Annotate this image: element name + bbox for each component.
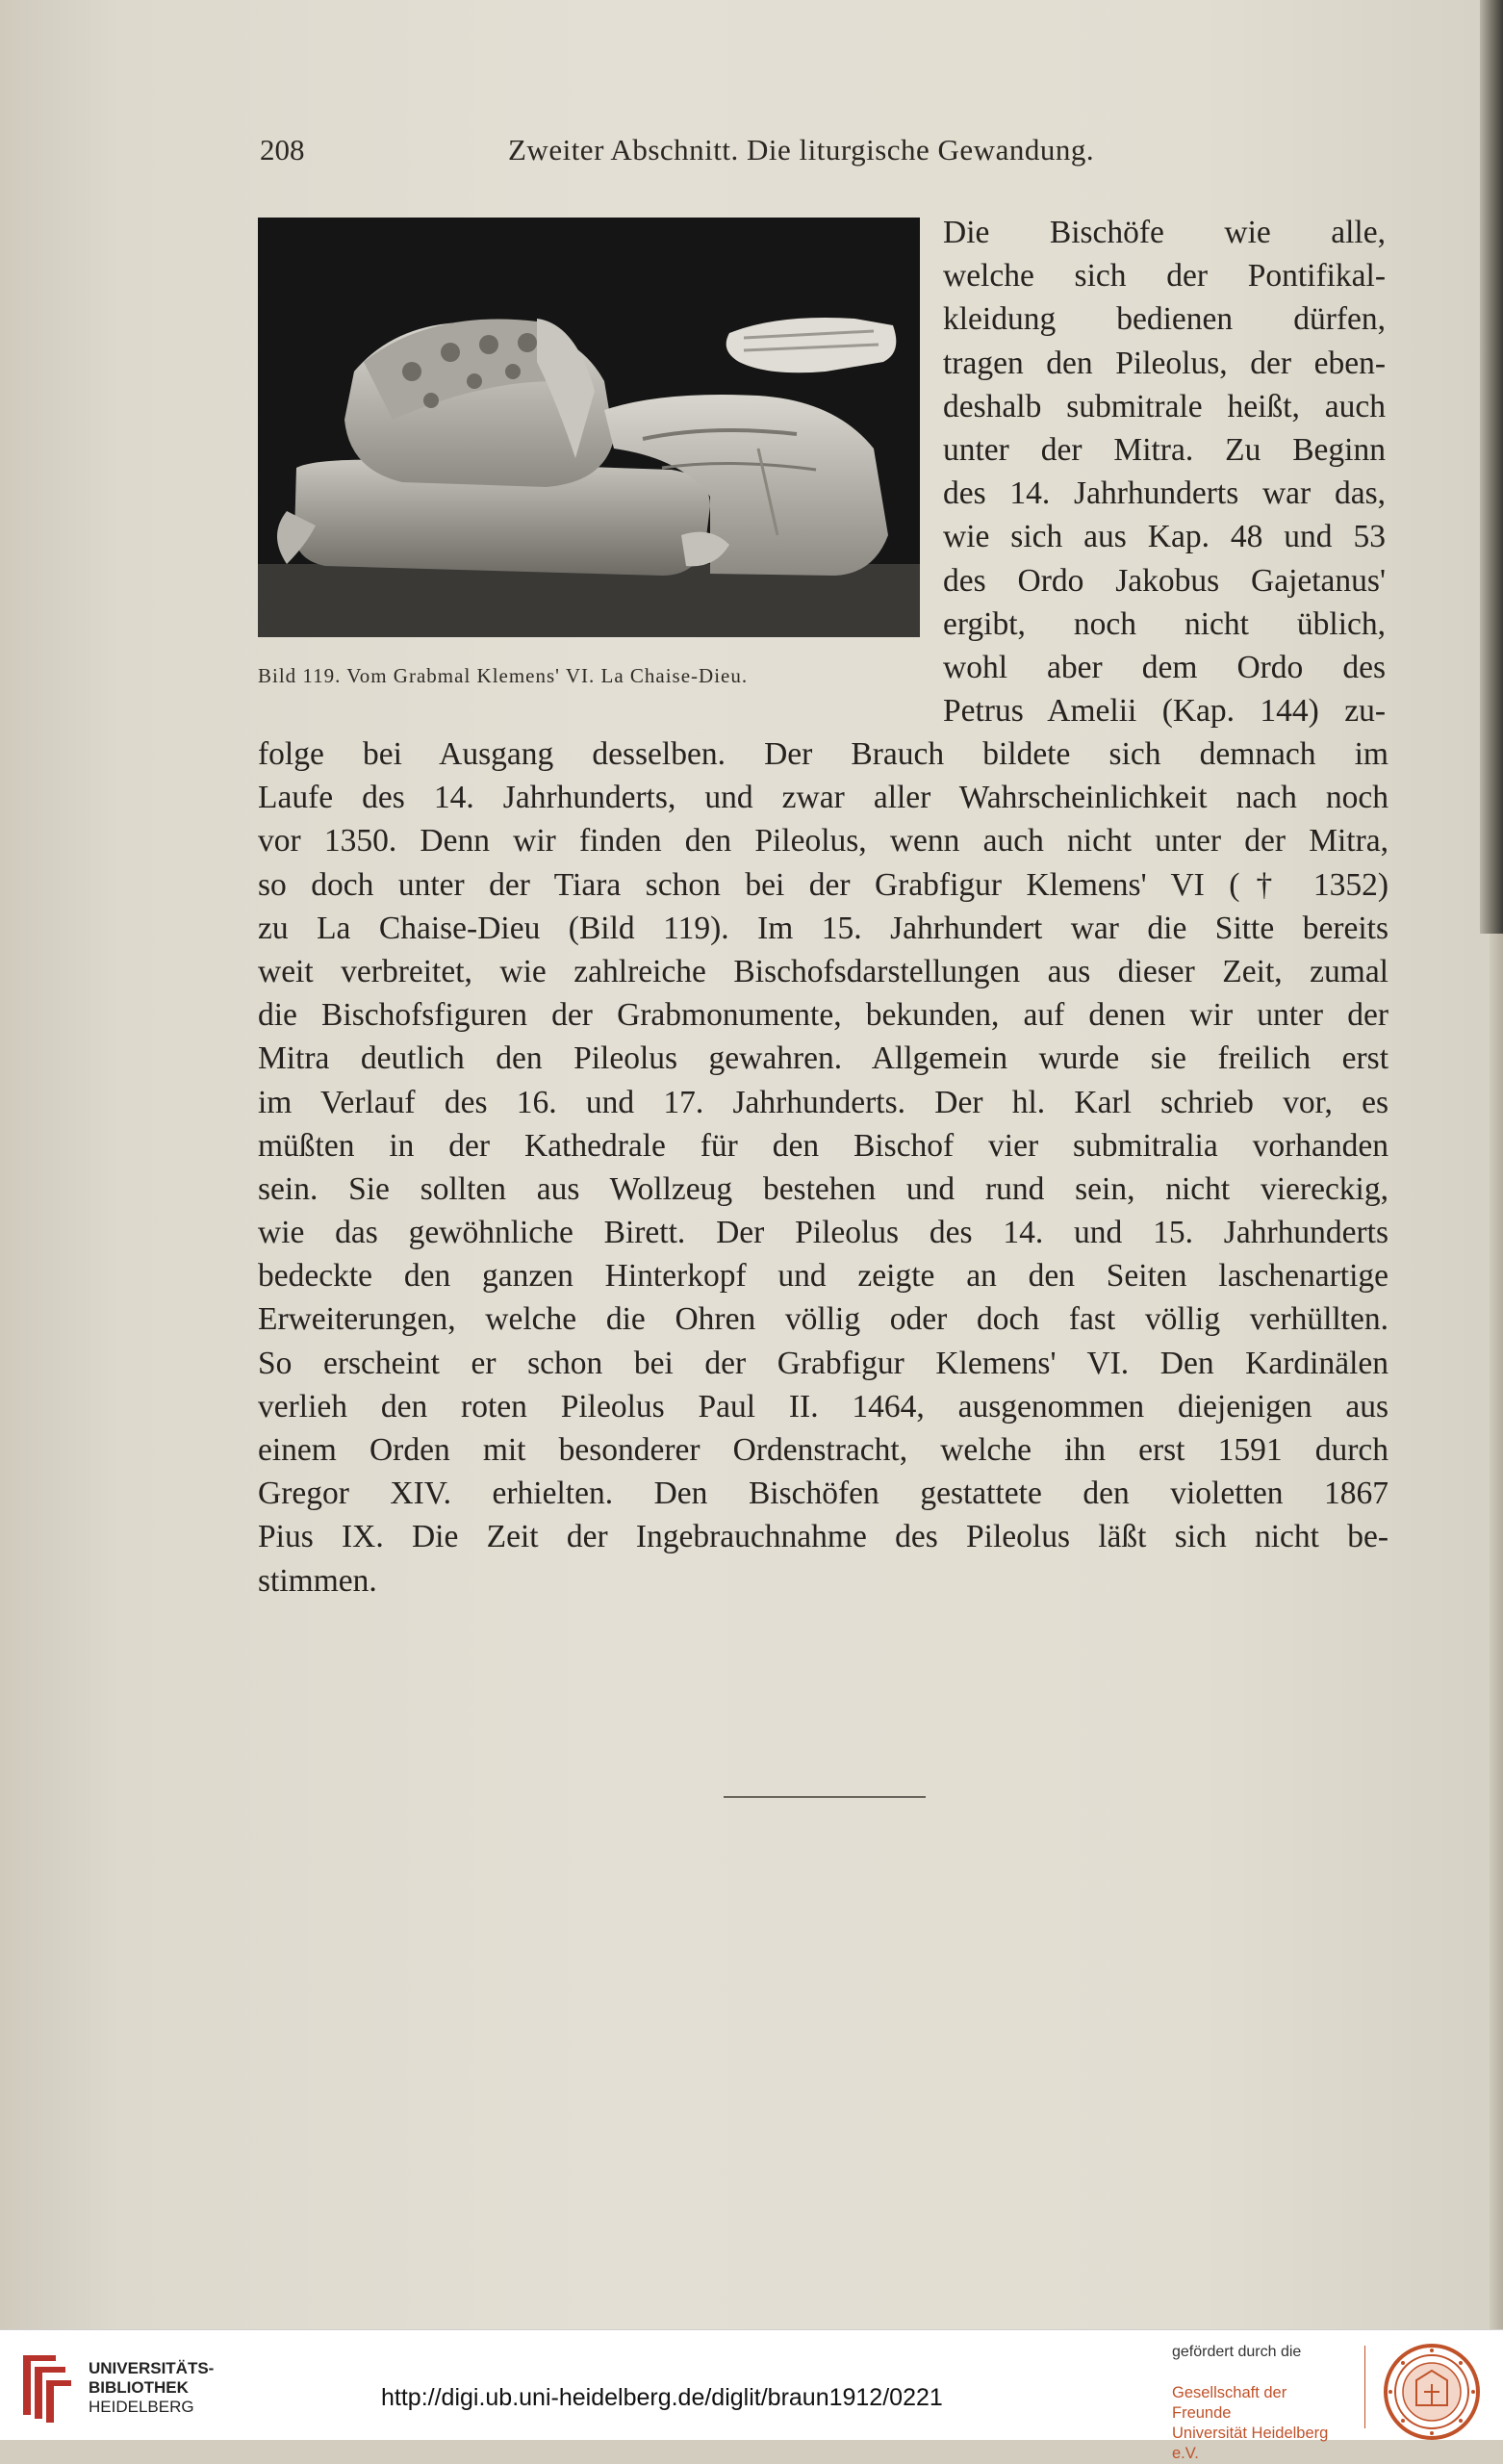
running-title: Zweiter Abschnitt. Die liturgische Gewandung. xyxy=(508,133,1095,167)
text-line: Laufe des 14. Jahrhunderts, und zwar aller Wahrscheinlichkeit nach noch xyxy=(258,780,1388,816)
text-line: einem Orden mit besonderer Ordenstracht, welche ihn erst 1591 durch xyxy=(258,1432,1388,1468)
text-line: welche sich der Pontifikal- xyxy=(943,258,1386,295)
library-name[interactable] xyxy=(89,2359,214,2417)
text-line: Petrus Amelii (Kap. 144) zu- xyxy=(943,693,1386,730)
text-line: Pius IX. Die Zeit der Ingebrauchnahme des Pileolus läßt sich nicht be- xyxy=(258,1519,1388,1555)
text-line: Erweiterungen, welche die Ohren völlig oder doch fast völlig verhüllten. xyxy=(258,1301,1388,1338)
text-line: unter der Mitra. Zu Beginn xyxy=(943,431,1386,468)
body-text-full-width xyxy=(258,732,1388,1603)
sponsor-name-line: Universität Heidelberg e.V. xyxy=(1172,2425,1329,2462)
running-head xyxy=(260,133,1222,181)
viewer-footer xyxy=(0,2329,1503,2462)
text-line: ergibt, noch nicht üblich, xyxy=(943,605,1386,642)
text-line: im Verlauf des 16. und 17. Jahrhunderts. Der hl. Karl schrieb vor, es xyxy=(258,1084,1388,1120)
text-line: So erscheint er schon bei der Grabfigur Klemens' VI. Den Kardinälen xyxy=(258,1345,1388,1381)
figure-caption: Bild 119. Vom Grabmal Klemens' VI. La Chaise-Dieu. xyxy=(258,664,749,687)
text-line: Gregor XIV. erhielten. Den Bischöfen gestattete den violetten 1867 xyxy=(258,1476,1388,1512)
text-line: wie sich aus Kap. 48 und 53 xyxy=(943,519,1386,555)
text-line: tragen den Pileolus, der eben- xyxy=(943,345,1386,381)
effigy-photo xyxy=(258,218,920,637)
library-name-line: UNIVERSITÄTS- xyxy=(89,2359,215,2377)
sponsor-divider xyxy=(1364,2346,1365,2428)
text-line: müßten in der Kathedrale für den Bischof vier submitralia vorhanden xyxy=(258,1127,1388,1164)
text-line: weit verbreitet, wie zahlreiche Bischofsdarstellungen aus dieser Zeit, zumal xyxy=(258,953,1388,989)
text-line: die Bischofsfiguren der Grabmonumente, bekunden, auf denen wir unter der xyxy=(258,997,1388,1034)
sponsor-block[interactable] xyxy=(1172,2342,1345,2464)
text-line: so doch unter der Tiara schon bei der Grabfigur Klemens' VI († 1352) xyxy=(258,866,1388,903)
library-name-line: BIBLIOTHEK xyxy=(89,2378,189,2397)
library-name-line: HEIDELBERG xyxy=(89,2398,194,2416)
university-seal-icon[interactable] xyxy=(1382,2342,1482,2442)
text-line: zu La Chaise-Dieu (Bild 119). Im 15. Jahrhundert war die Sitte bereits xyxy=(258,910,1388,946)
text-line: verlieh den roten Pileolus Paul II. 1464, ausgenommen diejenigen aus xyxy=(258,1388,1388,1424)
text-line: vor 1350. Denn wir finden den Pileolus, wenn auch nicht unter der Mitra, xyxy=(258,823,1388,860)
library-logo-icon[interactable] xyxy=(13,2348,75,2425)
text-line: kleidung bedienen dürfen, xyxy=(943,301,1386,338)
document-url-link[interactable]: http://digi.ub.uni-heidelberg.de/diglit/braun1912/0221 xyxy=(381,2384,943,2411)
text-line: des 14. Jahrhunderts war das, xyxy=(943,475,1386,512)
text-line: Mitra deutlich den Pileolus gewahren. Allgemein wurde sie freilich erst xyxy=(258,1040,1388,1077)
text-line: wie das gewöhnliche Birett. Der Pileolus des 14. und 15. Jahrhunderts xyxy=(258,1215,1388,1251)
page-edge-shadow xyxy=(1480,0,1503,934)
section-divider xyxy=(724,1796,926,1798)
text-line: des Ordo Jakobus Gajetanus' xyxy=(943,562,1386,599)
text-line: bedeckte den ganzen Hinterkopf und zeigte an den Seiten laschenartige xyxy=(258,1258,1388,1295)
text-line: wohl aber dem Ordo des xyxy=(943,649,1386,685)
page-edge-lower xyxy=(1490,934,1503,2329)
text-line: sein. Sie sollten aus Wollzeug bestehen und rund sein, nicht viereckig, xyxy=(258,1170,1388,1207)
figure-tomb-effigy xyxy=(258,218,920,637)
sponsor-name-line: Gesellschaft der Freunde xyxy=(1172,2384,1287,2422)
page-number: 208 xyxy=(260,133,305,167)
sponsor-label: gefördert durch die xyxy=(1172,2344,1302,2360)
text-line: Die Bischöfe wie alle, xyxy=(943,215,1386,250)
body-text-right-column xyxy=(943,211,1386,732)
text-line: folge bei Ausgang desselben. Der Brauch bildete sich demnach im xyxy=(258,736,1388,772)
text-line: deshalb submitrale heißt, auch xyxy=(943,388,1386,424)
text-line: stimmen. xyxy=(258,1562,377,1599)
